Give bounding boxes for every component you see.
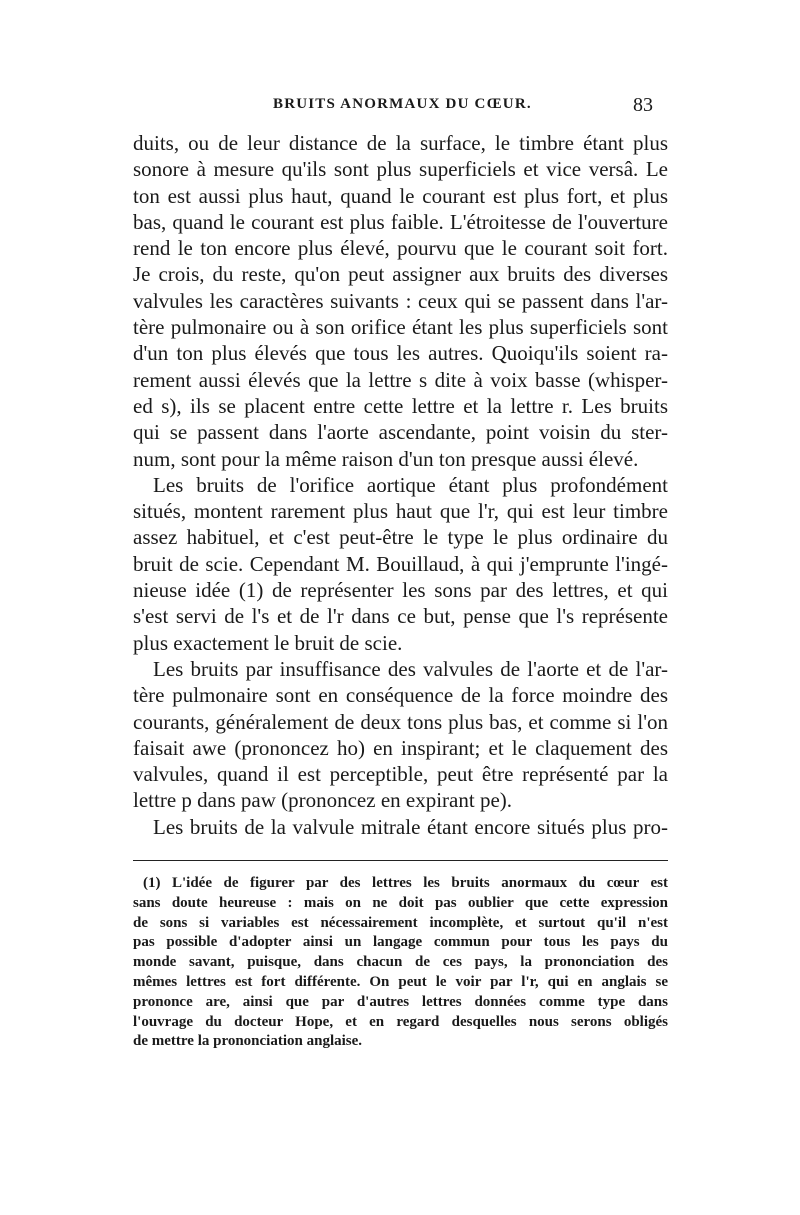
body-line: valvules, quand il est perceptible, peut être représenté par la [133,762,668,787]
body-line: bas, quand le courant est plus faible. L'étroitesse de l'ouverture [133,209,668,234]
footnote-line: de mettre la prononciation anglaise. [133,1033,363,1050]
running-head: BRUITS ANORMAUX DU CŒUR. [273,96,532,112]
body-line: ton est aussi plus haut, quand le courant est plus fort, et plus [133,183,668,208]
body-line: d'un ton plus élevés que tous les autres. Quoiqu'ils soient ra- [133,341,668,366]
body-line: duits, ou de leur distance de la surface, le timbre étant plus [133,131,668,155]
body-line: valvules les caractères suivants : ceux qui se passent dans l'ar- [133,288,668,313]
body-line: ed s), ils se placent entre cette lettre et la lettre r. Les bruits [133,393,668,418]
body-text [133,130,668,840]
body-line: bruit de scie. Cependant M. Bouillaud, à qui j'emprunte l'ingé- [133,551,668,576]
body-line: s'est servi de l's et de l'r dans ce but, pense que l's représente [133,604,668,629]
body-line: situés, montent rarement plus haut que l'r, qui est leur timbre [133,499,668,524]
footnote-line: pas possible d'adopter ainsi un langage commun pour tous les pays du [133,934,668,951]
body-line: plus exactement le bruit de scie. [133,630,403,655]
footnote [133,874,668,1052]
body-line: Les bruits de l'orifice aortique étant plus profondément [153,472,668,497]
footnote-line: l'ouvrage du docteur Hope, et en regard desquelles nous serons obligés [133,1013,668,1030]
body-line: assez habituel, et c'est peut-être le type le plus ordinaire du [133,525,668,550]
body-line: rend le ton encore plus élevé, pourvu que le courant soit fort. [133,236,668,261]
footnote-line: prononce are, ainsi que par d'autres lettres données comme type dans [133,993,668,1010]
body-line: Les bruits de la valvule mitrale étant encore situés plus pro- [153,814,668,839]
footnote-line: (1) L'idée de figurer par des lettres les bruits anormaux du cœur est [143,875,668,891]
body-line: rement aussi élevés que la lettre s dite à voix basse (whisper- [133,367,668,392]
body-line: lettre p dans paw (prononcez en expirant pe). [133,788,513,813]
footnote-line: sans doute heureuse : mais on ne doit pas oublier que cette expression [133,894,668,911]
footnote-line: monde savant, puisque, dans chacun de ces pays, la prononciation des [133,954,668,971]
body-line: faisait awe (prononcez ho) en inspirant; et le claquement des [133,735,668,760]
body-line: Les bruits par insuffisance des valvules de l'aorte et de l'ar- [153,656,668,681]
footnote-divider [133,860,668,861]
footnote-line: mêmes lettres est fort différente. On peut le voir par l'r, qui en anglais se [133,973,668,990]
body-line: nieuse idée (1) de représenter les sons par des lettres, et qui [133,578,668,603]
body-line: Je crois, du reste, qu'on peut assigner aux bruits des diverses [133,262,668,287]
body-line: tère pulmonaire ou à son orifice étant les plus superficiels sont [133,315,668,340]
body-line: qui se passent dans l'aorte ascendante, point voisin du ster- [133,420,668,445]
body-line: tère pulmonaire sont en conséquence de la force moindre des [133,683,668,708]
body-line: sonore à mesure qu'ils sont plus superficiels et vice versâ. Le [133,157,668,182]
body-line: num, sont pour la même raison d'un ton presque aussi élevé. [133,446,639,471]
body-line: courants, généralement de deux tons plus bas, et comme si l'on [133,709,668,734]
page-number: 83 [633,94,653,116]
page-header [133,96,653,120]
footnote-line: de sons si variables est nécessairement incomplète, et surtout qu'il n'est [133,914,668,931]
